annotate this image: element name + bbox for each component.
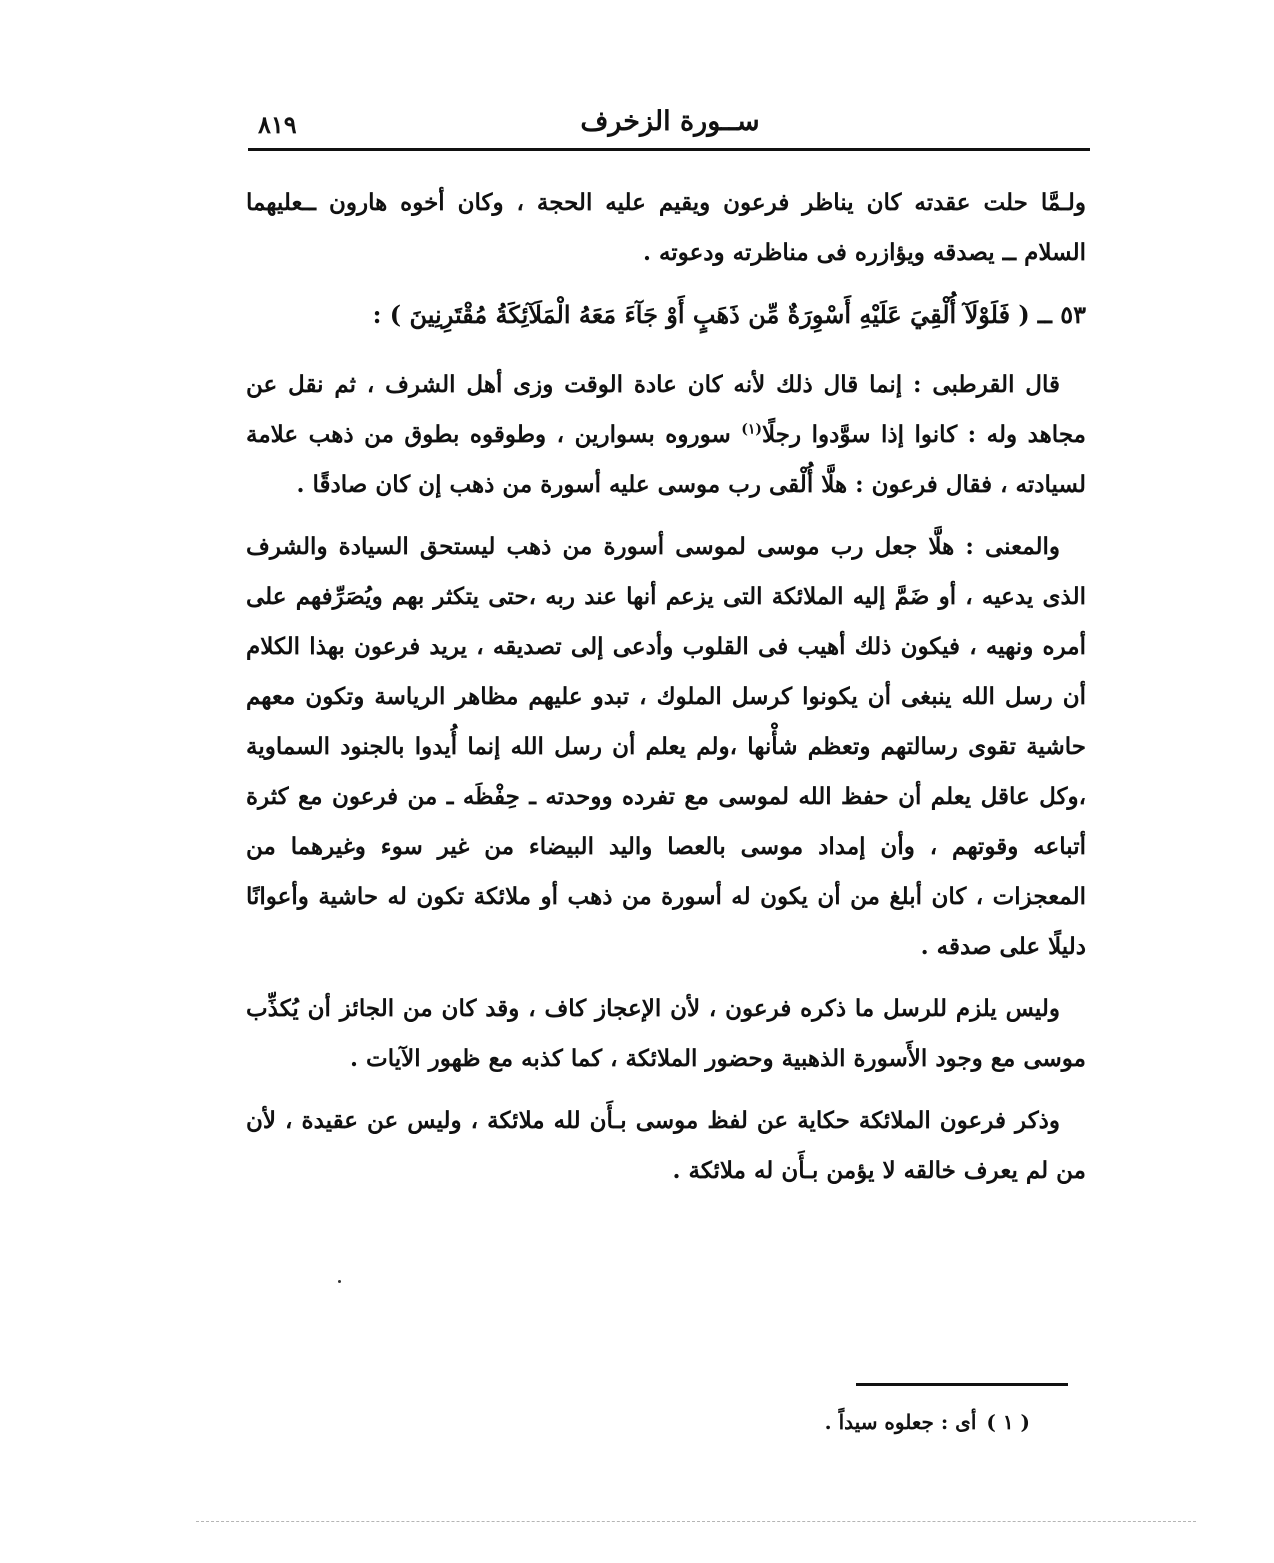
scan-edge-line	[196, 1521, 1196, 1523]
verse-number: ٥٣ ــ	[1037, 300, 1086, 329]
paragraph-2-part-1: قال القرطبى : إنما قال ذلك لأنه كان عادة الوقت وزى أهل الشرف ، ثم نقل عن مجاهد وله : كانوا إذا سوَّدوا رجلًا	[246, 371, 1086, 448]
footnote-rule	[856, 1383, 1068, 1386]
paragraph-5: وذكر فرعون الملائكة حكاية عن لفظ موسى بـأَن لله ملائكة ، وليس عن عقيدة ، لأن من لم يعرف خالقه لا يؤمن بـأَن له ملائكة .	[246, 1107, 1086, 1184]
footnote-reference[interactable]: (١)	[741, 421, 763, 438]
paragraph-2-part-2: سوروه بسوارين ، وطوقوه بطوق من ذهب علامة لسيادته ، فقال فرعون : هلَّا أُلْقى رب موسى عليه أسورة من ذهب إن كان صادقًا .	[246, 421, 1086, 498]
header-rule	[248, 148, 1090, 151]
print-speck	[338, 1280, 341, 1283]
footnote-mark: ( ١ )	[986, 1410, 1030, 1434]
surah-title: ســورة الزخرف	[580, 106, 760, 137]
footnote	[700, 1410, 1030, 1434]
body-text	[246, 178, 1086, 1208]
paragraph-1: ولـمَّا حلت عقدته كان يناظر فرعون ويقيم عليه الحجة ، وكان أخوه هارون ــعليهما السلام ــ يصدقه ويؤازره فى مناظرته ودعوته .	[246, 189, 1086, 266]
page-number: ٨١٩	[258, 110, 297, 139]
paragraph-2	[246, 360, 1086, 510]
verse-53	[246, 290, 1086, 340]
verse-text: ( فَلَوْلَآ أُلْقِيَ عَلَيْهِ أَسْوِرَةٌ مِّن ذَهَبٍ أَوْ جَآءَ مَعَهُ الْمَلَآئِكَةُ مُقْتَرِنِينَ ) :	[372, 300, 1030, 329]
running-header	[250, 102, 1090, 146]
footnote-text: أى : جعلوه سيداً .	[824, 1410, 977, 1434]
paragraph-4: وليس يلزم للرسل ما ذكره فرعون ، لأن الإعجاز كاف ، وقد كان من الجائز أن يُكذِّب موسى مع وجود الأَسورة الذهبية وحضور الملائكة ، كما كذبه مع ظهور الآيات .	[246, 995, 1086, 1072]
paragraph-3: والمعنى : هلَّا جعل رب موسى لموسى أسورة من ذهب ليستحق السيادة والشرف الذى يدعيه ، أو ضَمَّ إليه الملائكة التى يزعم أنها عند ربه ،حتى يتكثر بهم ويُصَرِّفهم على أمره ونهيه ، فيكون ذلك أهيب فى القلوب وأدعى إلى تصديقه ، يريد فرعون بهذا الكلام أن رسل الله ينبغى أن يكونوا كرسل الملوك ، تبدو عليهم مظاهر الرياسة وتكون معهم حاشية تقوى رسالتهم وتعظم شأْنها ،ولم يعلم أن رسل الله إنما أُيدوا بالجنود السماوية ،وكل عاقل يعلم أن حفظ الله لموسى مع تفرده ووحدته ـ حِفْظَه ـ من فرعون مع كثرة أتباعه وقوتهم ، وأن إمداد موسى بالعصا واليد البيضاء من غير سوء وغيرهما من المعجزات ، كان أبلغ من أن يكون له أسورة من ذهب أو ملائكة تكون له حاشية وأعوانًا دليلًا على صدقه .	[246, 533, 1086, 960]
